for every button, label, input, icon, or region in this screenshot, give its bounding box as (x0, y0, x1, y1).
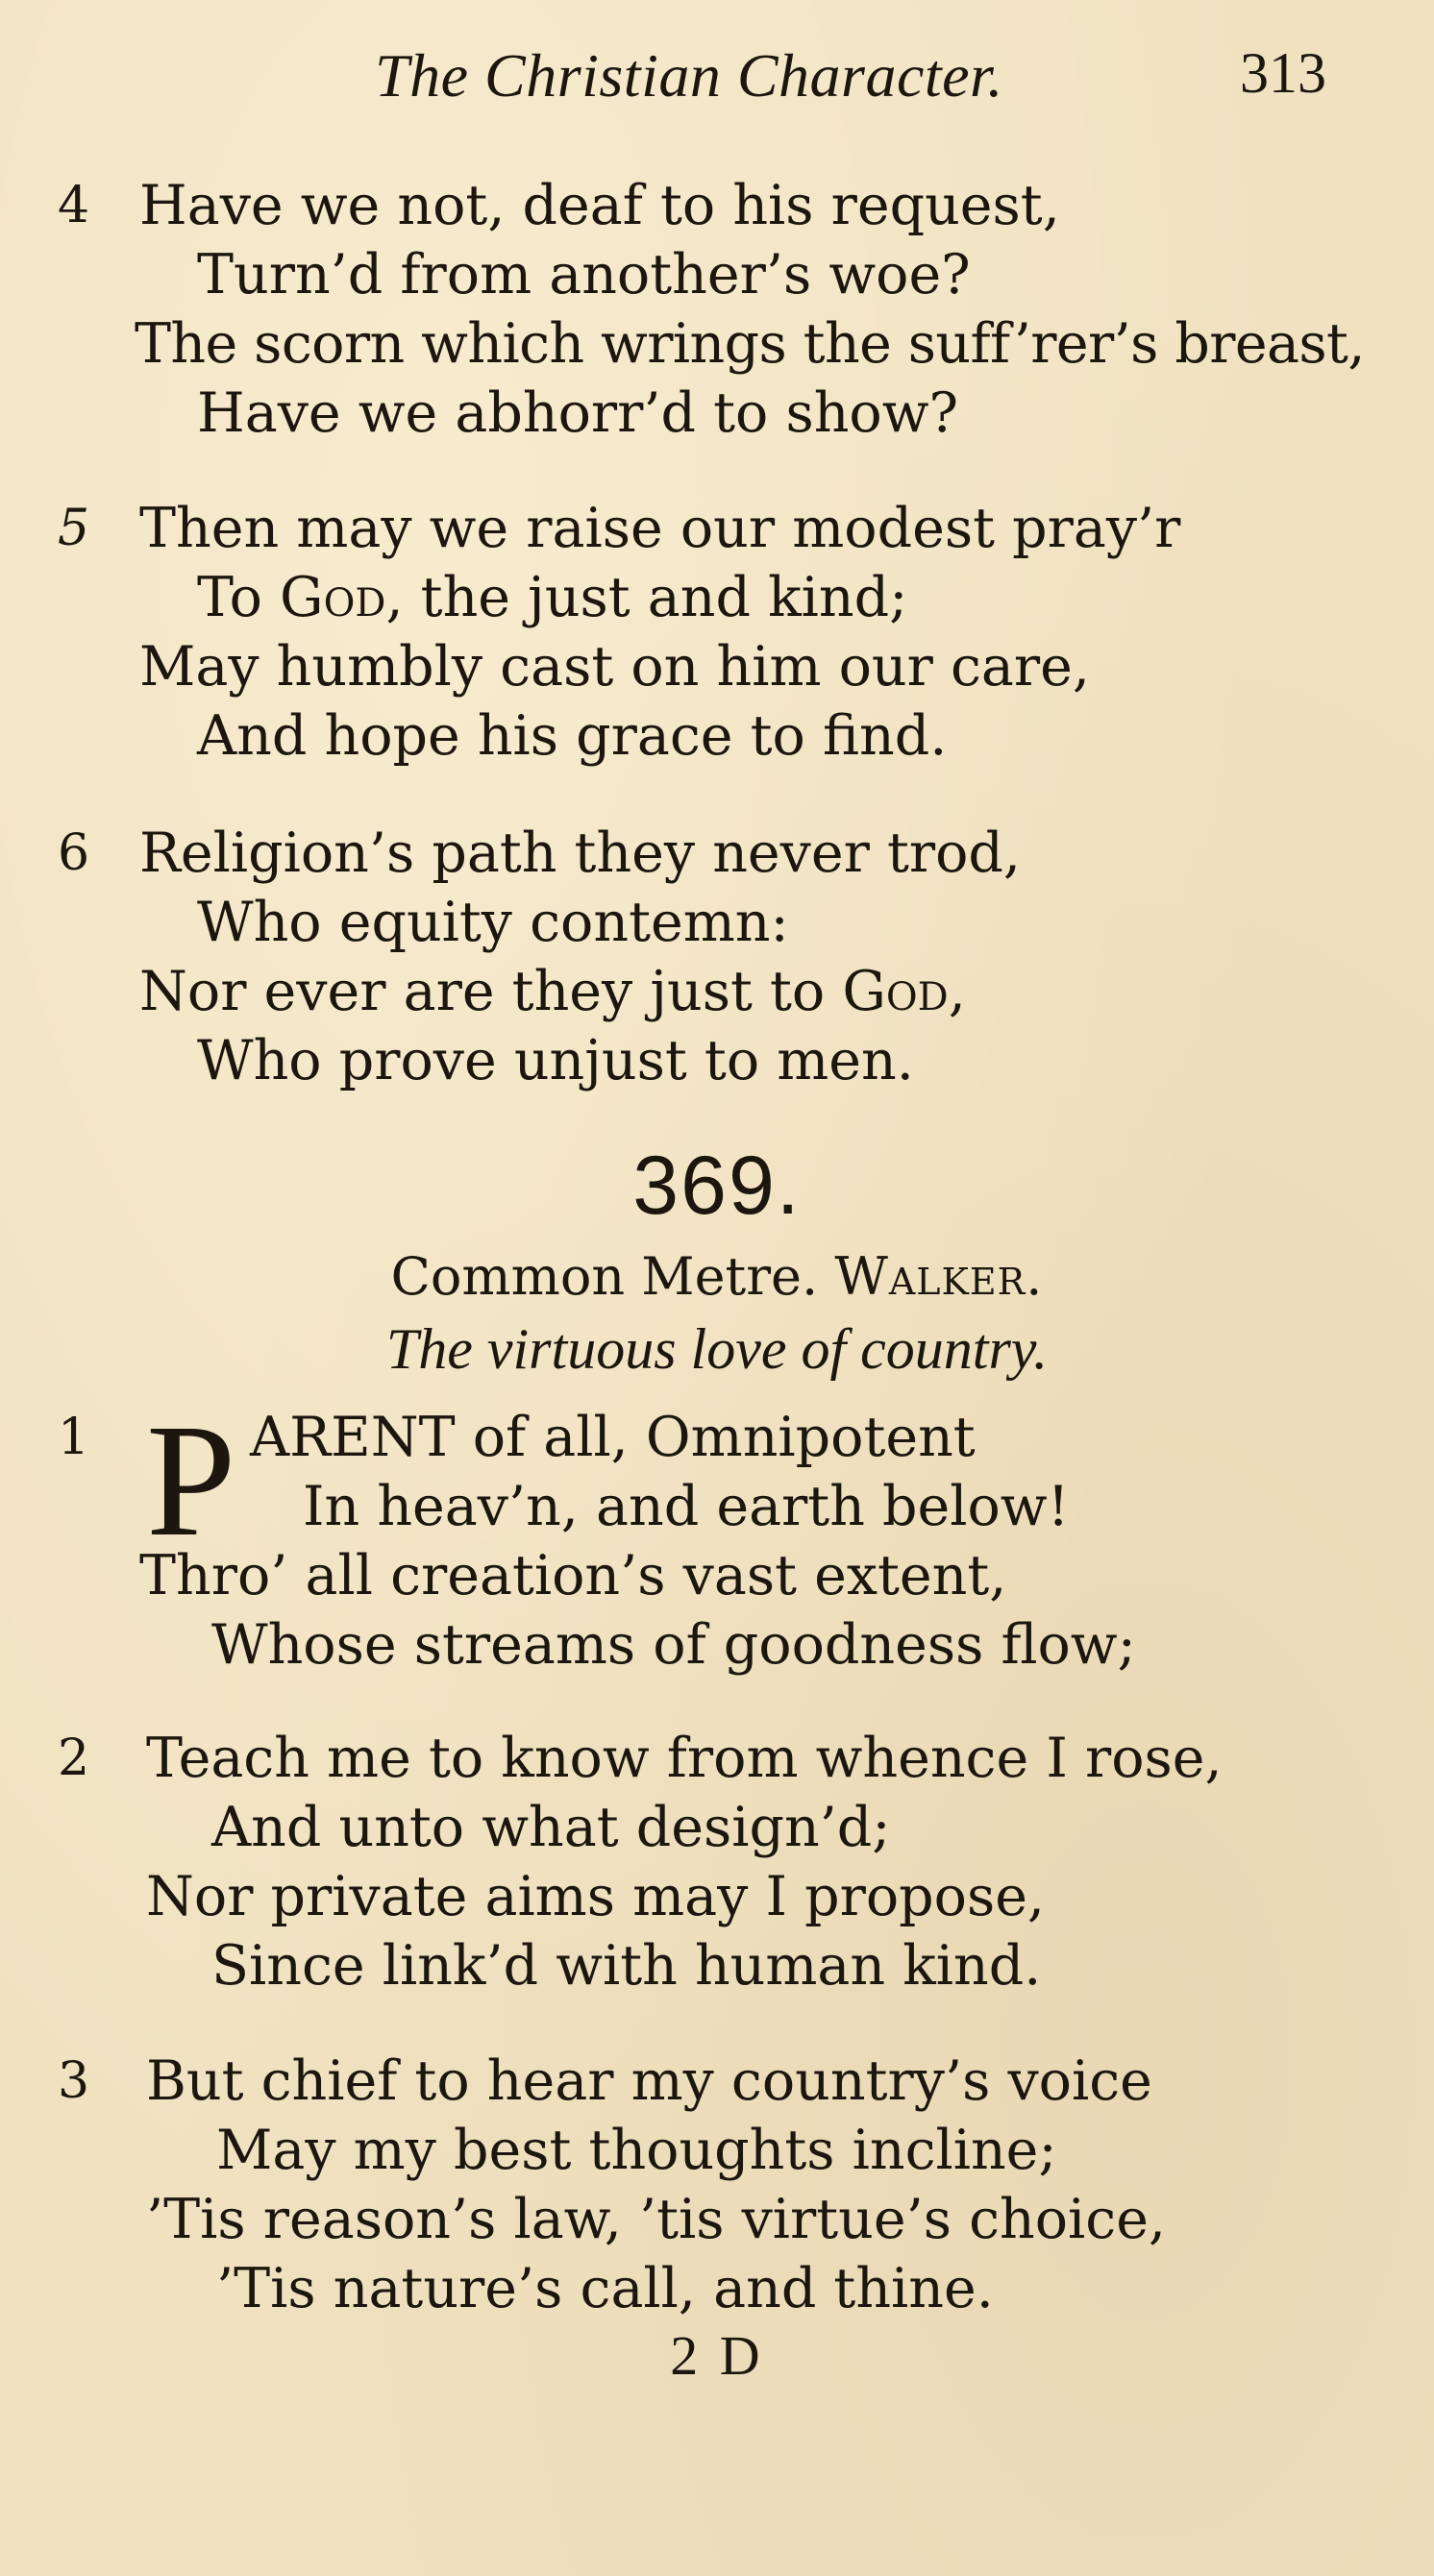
verse-line: ARENT of all, Omnipotent (250, 1406, 976, 1469)
stanza-4 (58, 171, 1403, 448)
stanza-line (58, 1862, 1403, 1931)
verse-line: Have we abhorr’d to show? (197, 381, 959, 445)
verse-fragment: , the just and kind; (385, 566, 908, 629)
divine-name: God (280, 566, 386, 629)
stanza-number: 2 (58, 1730, 90, 1787)
stanza-6 (58, 819, 1403, 1095)
verse-line (139, 957, 966, 1026)
verse-line: Who equity contemn: (197, 891, 789, 954)
signature-mark: 2 D (670, 2324, 764, 2387)
verse-line: Have we not, deaf to his request, (139, 174, 1060, 237)
hymn-number: 369. (632, 1140, 802, 1232)
stanza-line (58, 563, 1403, 632)
verse-fragment: Nor ever are they just to (139, 960, 843, 1023)
stanza-3 (58, 2047, 1403, 2323)
stanza-line (58, 2116, 1403, 2185)
stanza-line (58, 632, 1403, 701)
stanza-line (58, 2185, 1403, 2254)
stanza-line (58, 1472, 1403, 1541)
verse-line: Nor private aims may I propose, (146, 1865, 1046, 1928)
verse-line (197, 563, 907, 632)
verse-line: Since link’d with human kind. (211, 1934, 1042, 1998)
verse-line: Turn’d from another’s woe? (197, 243, 971, 307)
verse-line: Whose streams of goodness flow; (211, 1613, 1136, 1677)
stanza-line (58, 1610, 1403, 1680)
verse-line: The scorn which wrings the suff’rer’s breast, (135, 312, 1365, 376)
metre-label: Common Metre. (390, 1246, 819, 1307)
stanza-line (58, 1403, 1403, 1472)
stanza-line (58, 1724, 1403, 1793)
stanza-number: 3 (58, 2052, 90, 2110)
stanza-line (58, 2047, 1403, 2116)
stanza-2 (58, 1724, 1403, 2000)
hymn-meta (0, 1246, 1434, 1307)
verse-line: ’Tis reason’s law, ’tis virtue’s choice, (146, 2188, 1167, 2251)
page-number: 313 (1240, 41, 1326, 105)
verse-line: And unto what design’d; (211, 1796, 891, 1859)
stanza-line (58, 957, 1403, 1026)
drop-cap: P (146, 1391, 236, 1570)
stanza-line (58, 819, 1403, 888)
verse-line: Thro’ all creation’s vast extent, (139, 1544, 1007, 1607)
stanza-1 (58, 1391, 1403, 1680)
verse-line: Religion’s path they never trod, (139, 822, 1022, 885)
verse-line: Then may we raise our modest pray’r (139, 497, 1181, 560)
stanza-line (58, 1026, 1403, 1095)
stanza-line (58, 1541, 1403, 1610)
verse-line: Teach me to know from whence I rose, (146, 1727, 1223, 1790)
running-title: The Christian Character. (375, 41, 1003, 110)
verse-line: ’Tis nature’s call, and thine. (216, 2257, 994, 2320)
stanza-number: 5 (58, 500, 90, 557)
verse-line: And hope his grace to find. (197, 704, 948, 768)
verse-line: May my best thoughts incline; (216, 2119, 1057, 2182)
stanza-line (58, 1931, 1403, 2000)
stanza-line (58, 2254, 1403, 2323)
stanza-line (58, 494, 1403, 563)
stanza-line (58, 888, 1403, 957)
verse-line: In heav’n, and earth below! (303, 1475, 1070, 1538)
stanza-line (58, 1793, 1403, 1862)
stanza-line (58, 240, 1403, 309)
stanza-line (58, 379, 1403, 448)
stanza-line (58, 171, 1403, 240)
stanza-line (58, 701, 1403, 771)
verse-line: But chief to hear my country’s voice (146, 2049, 1152, 2113)
verse-line: Who prove unjust to men. (197, 1029, 914, 1092)
divine-name: God (842, 960, 949, 1023)
composer-name: Walker. (834, 1246, 1044, 1307)
page-header (375, 40, 1355, 127)
hymn-subtitle: The virtuous love of country. (385, 1317, 1049, 1381)
stanza-number: 6 (58, 824, 90, 882)
stanza-line (58, 309, 1403, 379)
stanza-number: 1 (58, 1409, 90, 1466)
verse-fragment: , (948, 960, 966, 1023)
stanza-5 (58, 494, 1403, 771)
stanza-number: 4 (58, 177, 90, 234)
verse-fragment: To (197, 566, 281, 629)
verse-line: May humbly cast on him our care, (139, 635, 1091, 699)
